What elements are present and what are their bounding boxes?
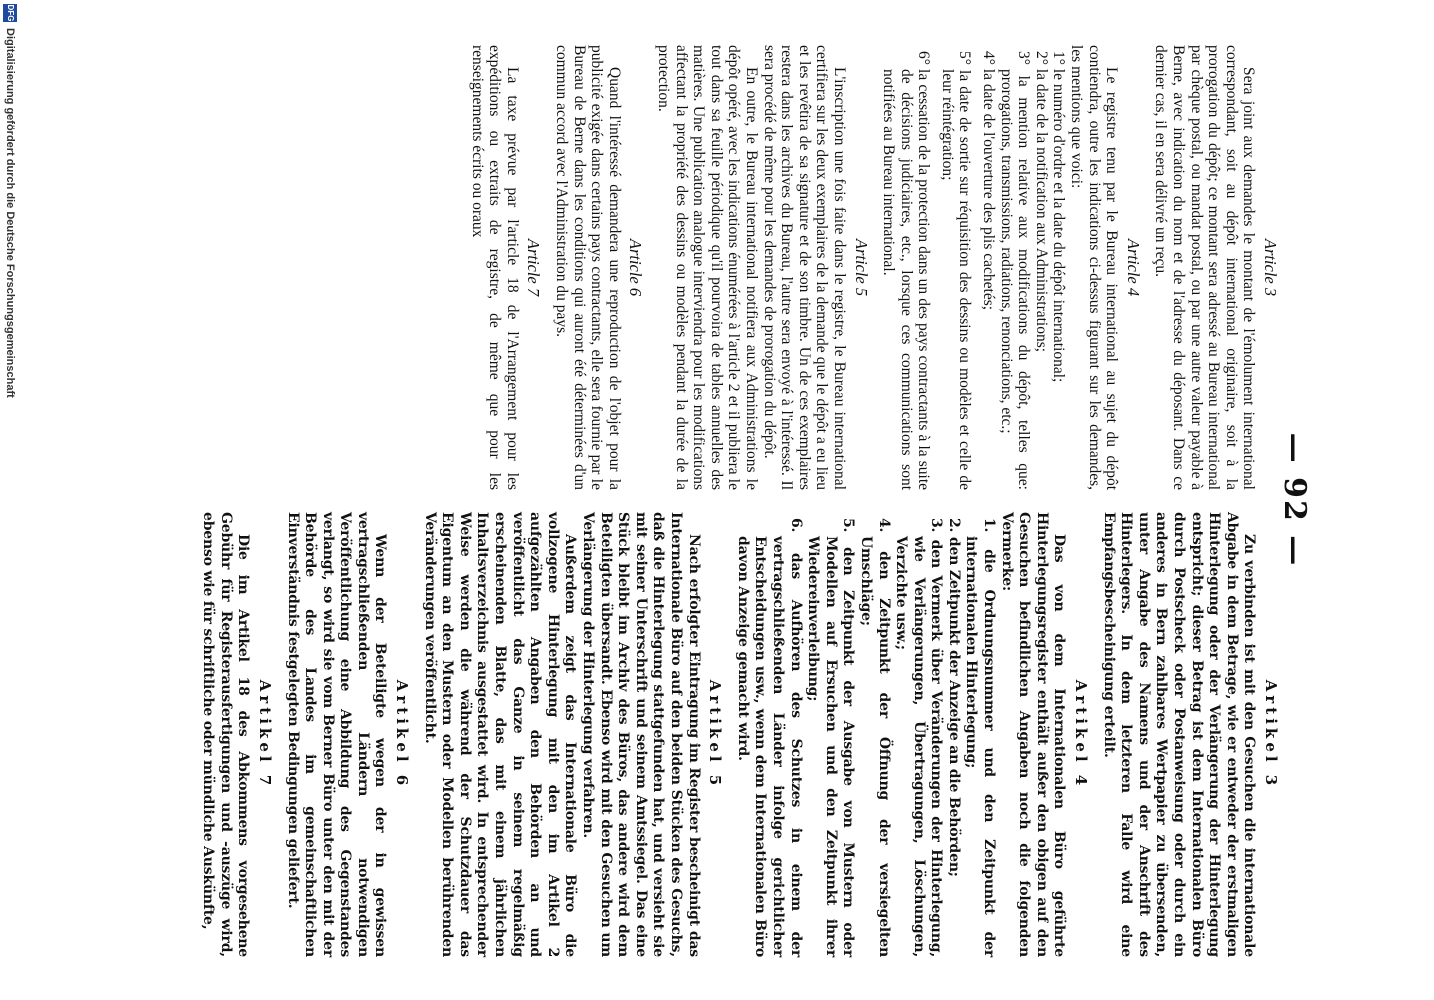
fr-article-5-paragraph-1: L'inscription une fois faite dans le registre, le Bureau international certifiera sur les deux exemplaires de la demande que le dépôt a eu lieu et les revêtira de sa signature et de son timbre. Un de ces exemplaires restera dans les archives du Bureau, l'autre sera envoyé à l'intéressé. Il sera procédé de même pour les demandes de prorogation du dépôt. bbox=[760, 45, 848, 490]
de-article-6-text: Wenn der Beteiligte wegen der in gewissen vertragschließenden Ländern notwendigen Veröffentlichung eine Abbildung des Gegenstandes verlangt, so wird sie vom Berner Büro unter den mit der Behörde des Landes im gemeinschaftlichen Einverständnis festgelegten Bedingungen geliefert. bbox=[284, 512, 389, 957]
de-article-5-paragraph-2: Außerdem zeigt das Internationale Büro die vollzogene Hinterlegung mit den im Artikel 2 aufgezählten Angaben den Behörden an und veröffentlicht das Ganze in seinem regelmäßig erscheinenden Blatte, das mit einem jährlichen Inhaltsverzeichnis ausgestattet wird. In entsprechender Weise werden die während der Schutzdauer das Eigentum an den Mustern oder Modellen berührenden Veränderungen veröffentlicht. bbox=[421, 512, 579, 957]
fr-article-3-title: Article 3 bbox=[1261, 238, 1280, 297]
de-article-4-intro: Das von dem Internationalen Büro geführte Hinterlegungsregister enthält außer den obigen auf den Gesuchen befindlichen Angaben noch die folgenden Vermerke: bbox=[998, 512, 1068, 957]
de-article-7-title: Artikel 7 bbox=[255, 679, 274, 790]
fr-article-4-item: 5° la date de sortie sur réquisition des dessins ou modèles et celle de leur réintégration; bbox=[938, 51, 974, 490]
fr-article-7-text: La taxe prévue par l'article 18 de l'Arrangement pour les expéditions ou extraits de registre, de même que pour les renseignements écrits ou oraux bbox=[468, 45, 521, 490]
fr-article-4-item: 2° la date de la notification aux Administrations; bbox=[1032, 51, 1050, 353]
fr-article-4-item: 4° la date de l'ouverture des plis cachetés; bbox=[980, 51, 998, 311]
digitization-footer bbox=[0, 0, 20, 1000]
page-number: — 92 — bbox=[1277, 432, 1312, 568]
de-article-3-title: Artikel 3 bbox=[1262, 679, 1280, 790]
fr-article-7-title: Article 7 bbox=[524, 238, 544, 297]
fr-article-4-item: 1° le numéro d'ordre et la date du dépôt international; bbox=[1050, 51, 1068, 383]
de-article-4-title: Artikel 4 bbox=[1072, 679, 1091, 790]
de-article-5-title: Artikel 5 bbox=[706, 679, 725, 790]
de-article-5-paragraph-1: Nach erfolgter Eintragung im Register bescheinigt das Internationale Büro auf den beiden Stücken des Gesuchs, daß die Hinterlegung stattgefunden hat, und versieht sie mit seiner Unterschrift und seinem Amtssiegel. Das eine Stück bleibt im Archiv des Büros, das andere wird dem Beteiligten übersandt. Ebenso wird mit den Gesuchen um Verlängerung der Hinterlegung verfahren. bbox=[580, 512, 702, 957]
de-article-6-title: Artikel 6 bbox=[393, 679, 412, 790]
fr-article-4-item: 3° la mention relative aux modifications du dépôt, telles que: prorogations, transmissions, radiations, renonciations, etc.; bbox=[997, 51, 1033, 490]
de-article-4-item: 2. den Zeitpunkt der Anzeige an die Behörden; bbox=[945, 518, 962, 877]
fr-article-4-intro: Le registre tenu par le Bureau international au sujet du dépôt contiendra, outre les indications ci-dessus figurant sur les demandes, les mentions que voici: bbox=[1068, 45, 1121, 490]
fr-article-4-item: 6° la cessation de la protection dans un des pays contractants à la suite de décisions judiciaires, etc., lorsque ces communications sont notifiées au Bureau international. bbox=[880, 51, 933, 490]
de-article-4-item: 1. die Ordnungsnummer und den Zeitpunkt der internationalen Hinterlegung; bbox=[963, 518, 998, 957]
de-article-4-item: 6. das Aufhören des Schutzes in einem der vertragschließenden Länder infolge gerichtlicher Entscheidungen usw., wenn dem Internationalen Büro davon Anzeige gemacht wird. bbox=[734, 518, 804, 957]
fr-article-5-paragraph-2: En outre, le Bureau international notifiera aux Administrations le dépôt opéré, avec les indications énumérées à l'article 2 et il publiera le tout dans sa feuille périodique qu'il pourvoira de tables annuelles des matières. Une publication analogue interviendra pour les modifications affectant la propriété des dessins ou modèles pendant la durée de la protection. bbox=[655, 45, 760, 490]
de-article-4-item: 5. den Zeitpunkt der Ausgabe von Mustern oder Modellen auf Ersuchen und den Zeitpunkt ihrer Wiedereinverleibung; bbox=[805, 518, 857, 957]
fr-article-4-title: Article 4 bbox=[1123, 238, 1143, 297]
de-article-4-item: 4. den Zeitpunkt der Öffnung der versiegelten Umschläge; bbox=[857, 518, 892, 957]
german-column bbox=[10, 512, 1289, 957]
dfg-logo: DFG bbox=[3, 4, 17, 22]
de-article-4-item: 3. den Vermerk über Veränderungen der Hinterlegung, wie Verlängerungen, Übertragungen, Löschungen, Verzichte usw.; bbox=[893, 518, 945, 957]
fr-article-6-text: Quand l'intéressé demandera une reproduction de l'objet pour la publicité exigée dans certains pays contractants, elle sera fournie par le Bureau de Berne dans les conditions qui auront été déterminées d'un commun accord avec l'Administration du pays. bbox=[553, 45, 623, 490]
french-column bbox=[10, 45, 1289, 490]
de-article-7-text: Die im Artikel 18 des Abkommens vorgesehene Gebühr für Registerausfertigungen und -auszüge wird, ebenso wie für schriftliche oder mündliche Auskünfte, bbox=[200, 512, 252, 957]
fr-article-6-title: Article 6 bbox=[626, 238, 646, 297]
de-article-3-text: Zu verbinden ist mit den Gesuchen die internationale Abgabe in dem Betrage, wie er entweder der erstmaligen Hinterlegung oder der Verlängerung der Hinterlegung entspricht; dieser Betrag ist dem Internationalen Büro durch Postscheck oder Postanweisung oder durch ein anderes in Bern zahlbares Wertpapier zu übersenden, unter Angabe des Namens und der Anschrift des Hinterlegers. In dem letzteren Falle wird eine Empfangsbescheinigung erteilt. bbox=[1100, 512, 1258, 957]
footer-text: Digitalisierung gefördert durch die Deutsche Forschungsgemeinschaft bbox=[4, 28, 16, 398]
fr-article-5-title: Article 5 bbox=[851, 238, 871, 297]
fr-article-3-text: Sera joint aux demandes le montant de l'émolument international correspondant, soit au dépôt international originaire, soit à la prorogation du dépôt; ce montant sera adressé au Bureau international par chèque postal, ou mandat postal, ou par une autre valeur payable à Berne, avec indication du nom et de l'adresse du déposant. Dans ce dernier cas, il en sera délivré un reçu. bbox=[1152, 45, 1258, 490]
